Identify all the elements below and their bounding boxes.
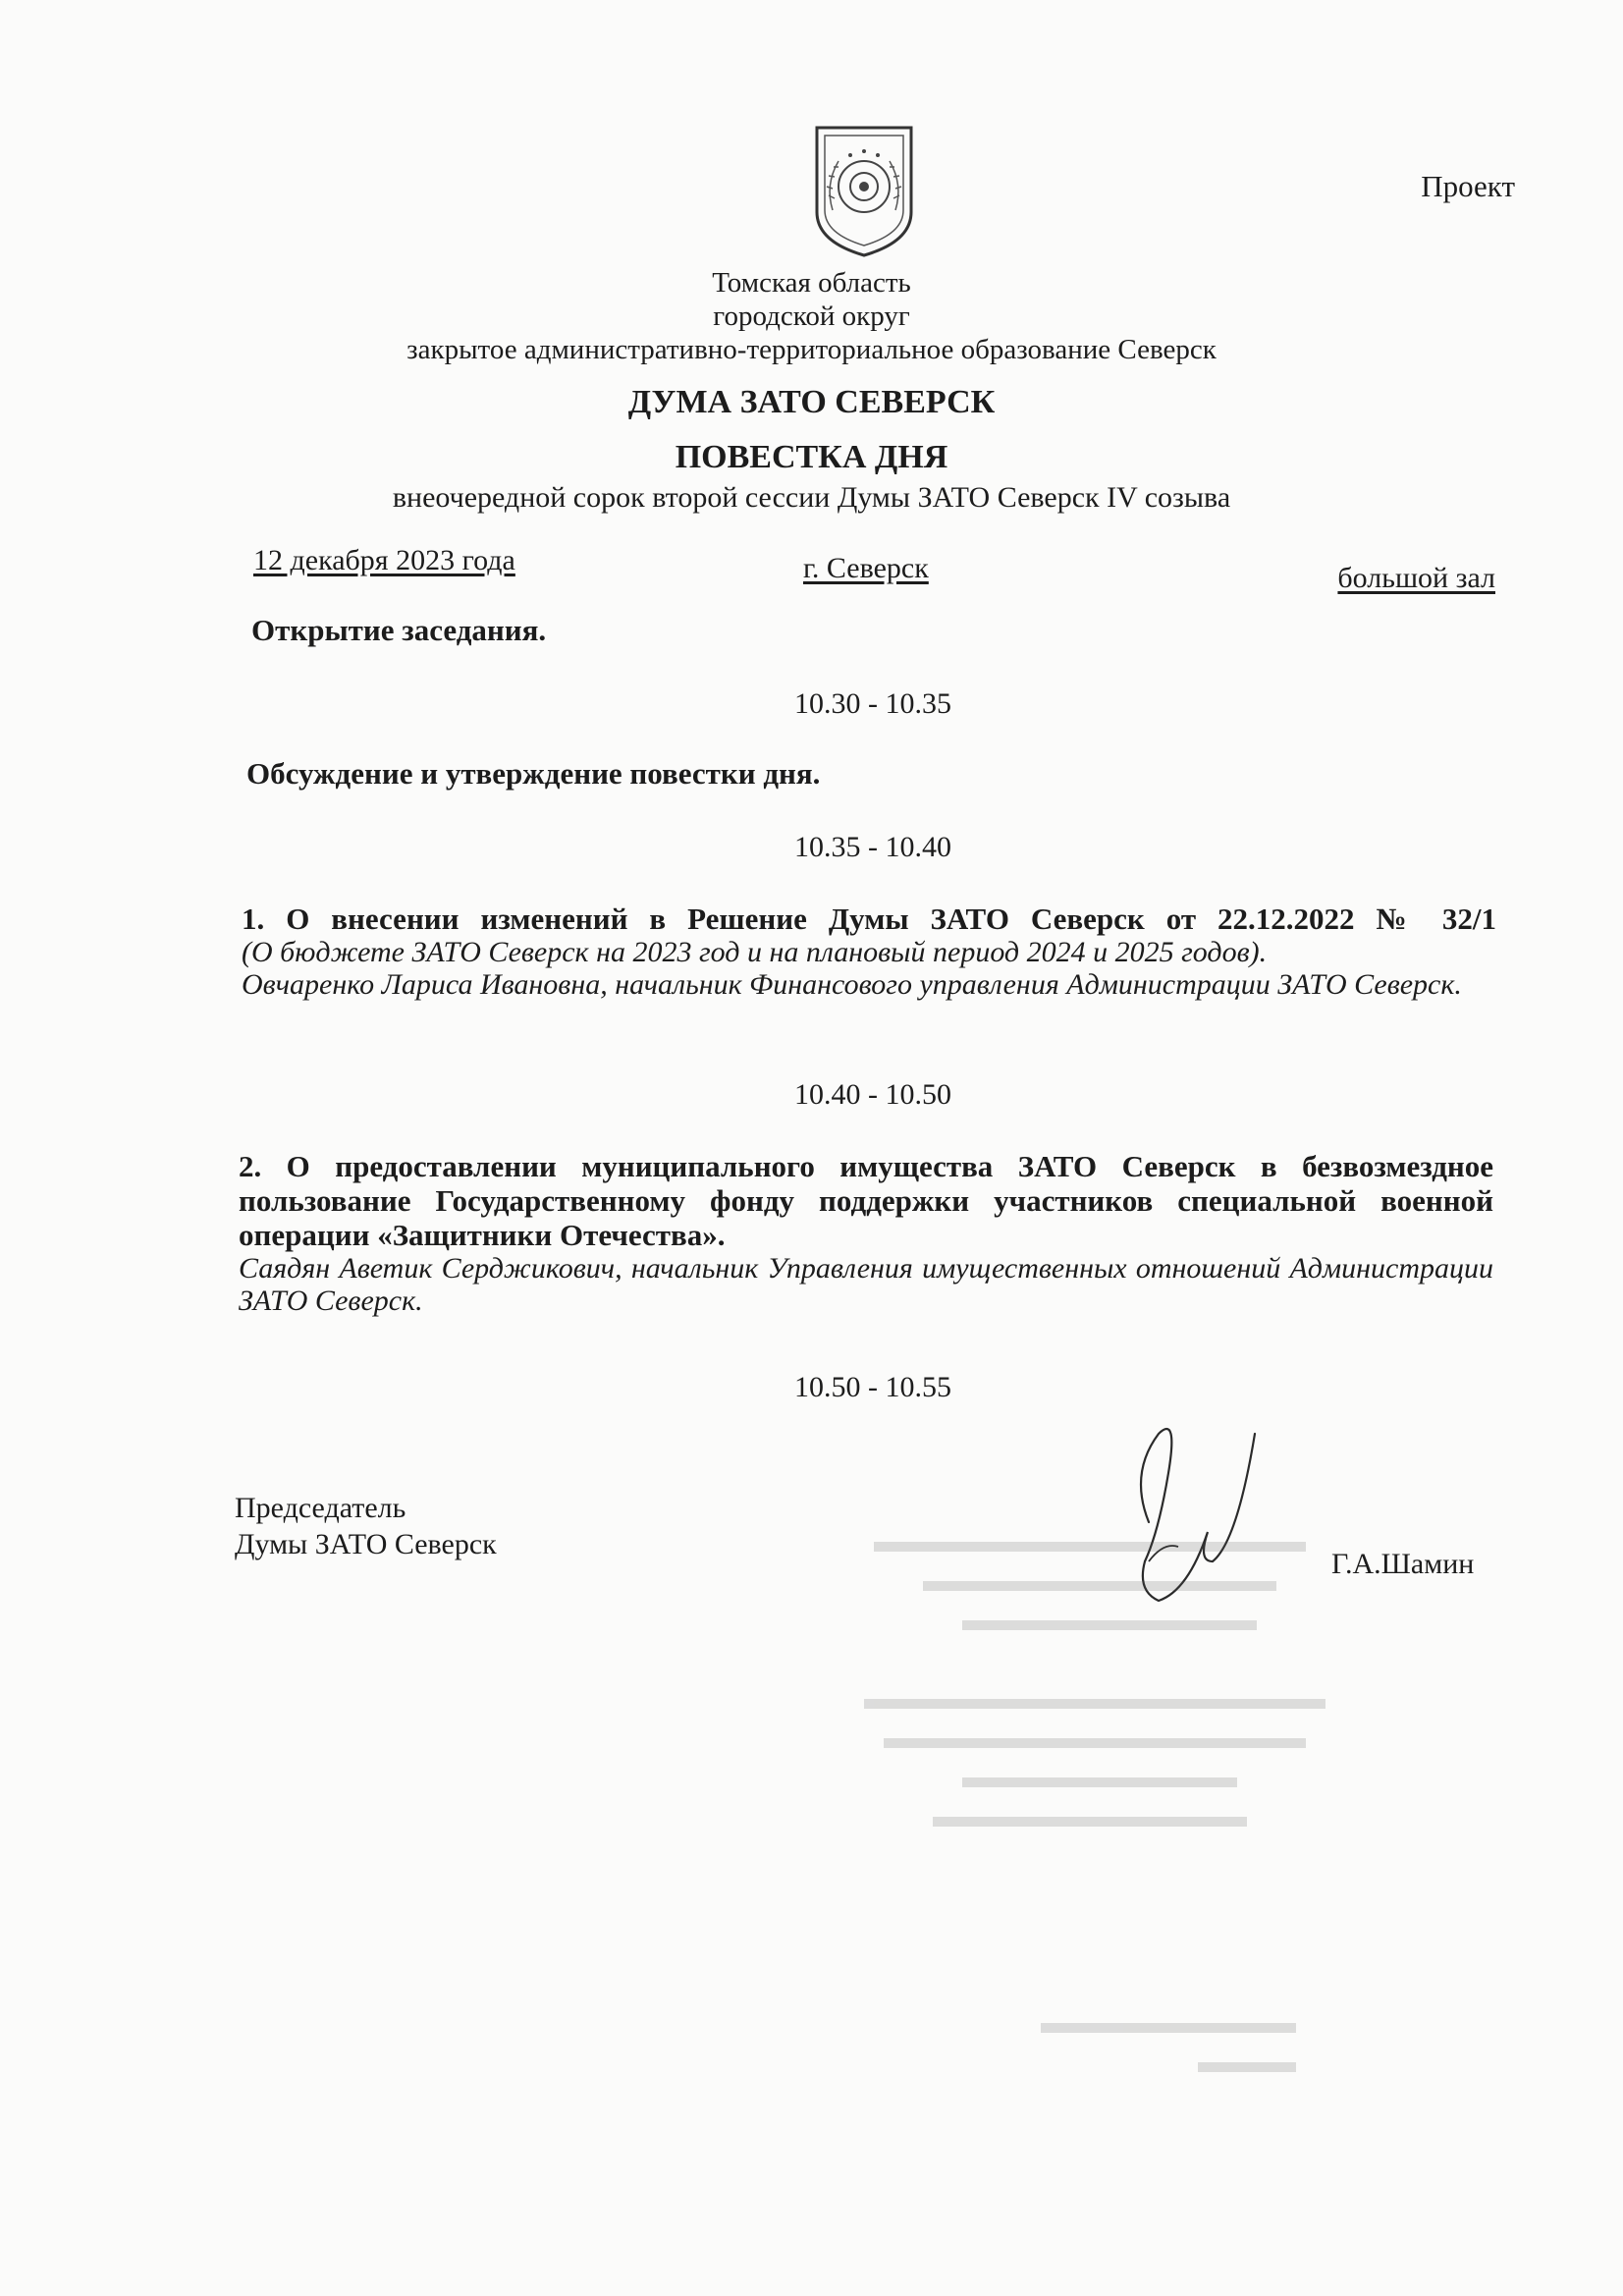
coat-of-arms-emblem xyxy=(811,122,917,259)
draft-status-label: Проект xyxy=(1421,169,1515,203)
meeting-hall: большой зал xyxy=(1337,562,1495,594)
formation-line: закрытое административно-территориальное образование Северск xyxy=(406,334,1217,365)
agenda-discussion: Обсуждение и утверждение повестки дня. xyxy=(246,756,821,791)
bleed-through-marks xyxy=(844,1532,1394,2121)
region-line: Томская область xyxy=(712,267,911,299)
agenda-item-1-subtitle: (О бюджете ЗАТО Северск на 2023 год и на плановый период 2024 и 2025 годов). xyxy=(242,936,1268,968)
agenda-item-1 xyxy=(242,902,1496,1001)
agenda-item-1-title: 1. О внесении изменений в Решение Думы ЗАТО Северск от 22.12.2022 № 32/1 xyxy=(242,902,1496,936)
agenda-item-1-speaker: Овчаренко Лариса Ивановна, начальник Финансового управления Администрации ЗАТО Северск. xyxy=(242,968,1462,1001)
meeting-city: г. Северск xyxy=(803,552,929,584)
agenda-item-1-time: 10.40 - 10.50 xyxy=(794,1078,951,1111)
agenda-item-2-time: 10.50 - 10.55 xyxy=(794,1371,951,1403)
signatory-name: Г.А.Шамин xyxy=(1331,1548,1475,1580)
agenda-item-2 xyxy=(239,1149,1493,1317)
document-subtitle: внеочередной сорок второй сессии Думы ЗАТО Северск IV созыва xyxy=(392,481,1231,514)
district-line: городской округ xyxy=(713,301,910,332)
signatory-position xyxy=(235,1490,497,1562)
opening-time: 10.30 - 10.35 xyxy=(794,687,951,720)
meeting-date: 12 декабря 2023 года xyxy=(253,544,515,576)
signatory-position-line-1: Председатель xyxy=(235,1492,406,1524)
discussion-time: 10.35 - 10.40 xyxy=(794,831,951,863)
issuing-body-title: ДУМА ЗАТО СЕВЕРСК xyxy=(627,384,996,420)
agenda-item-2-speaker: Саядян Аветик Серджикович, начальник Управления имущественных отношений Администрации ЗАТО Северск. xyxy=(239,1252,1493,1317)
signatory-position-line-2: Думы ЗАТО Северск xyxy=(235,1528,497,1560)
agenda-item-2-title: 2. О предоставлении муниципального имущества ЗАТО Северск в безвозмездное пользование Государственному фонду поддержки участников специальной военной операции «Защитники Отечества». xyxy=(239,1149,1493,1252)
document-title: ПОВЕСТКА ДНЯ xyxy=(675,439,948,475)
agenda-opening: Открытие заседания. xyxy=(251,613,547,647)
